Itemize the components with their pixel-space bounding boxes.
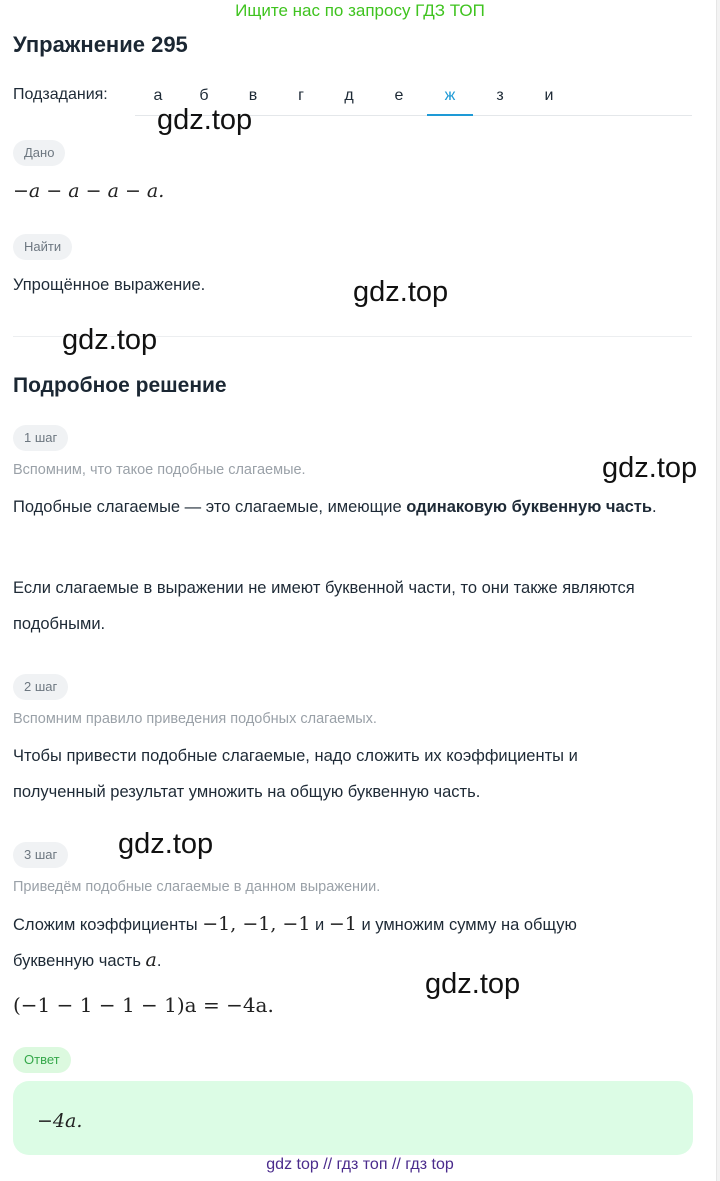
page-title: Упражнение 295 <box>13 32 188 57</box>
step-3-variable: a <box>145 949 157 971</box>
watermark: gdz.top <box>602 452 698 484</box>
given-expression: −a − a − a − a. <box>13 180 165 202</box>
step-3-hint: Приведём подобные слагаемые в данном выражении. <box>13 879 381 895</box>
step-1-hint: Вспомним, что такое подобные слагаемые. <box>13 462 306 478</box>
tab-d[interactable]: д <box>344 87 354 104</box>
footer-links[interactable]: gdz top // гдз топ // гдз top <box>266 1156 454 1173</box>
search-banner: Ищите нас по запросу ГДЗ ТОП <box>235 1 485 20</box>
tab-i[interactable]: и <box>544 87 554 104</box>
step-1-definition-prefix: Подобные слагаемые — это слагаемые, имеющие <box>13 498 407 516</box>
step-3-line2: буквенную часть <box>13 952 141 970</box>
watermark: gdz.top <box>62 324 158 356</box>
step-1-definition-bold: одинаковую буквенную часть <box>406 498 653 516</box>
step-1-definition <box>13 489 673 525</box>
tab-g[interactable]: г <box>298 87 304 104</box>
watermark: gdz.top <box>425 968 521 1000</box>
find-text: Упрощённое выражение. <box>13 276 206 294</box>
watermark: gdz.top <box>353 276 449 308</box>
given-chip: Дано <box>13 140 65 166</box>
find-chip: Найти <box>13 234 72 260</box>
watermark: gdz.top <box>118 828 214 860</box>
step-3-prefix: Сложим коэффициенты <box>13 916 198 934</box>
step-2-chip: 2 шаг <box>13 674 68 700</box>
tab-z[interactable]: з <box>496 87 504 104</box>
scrollbar[interactable] <box>716 0 720 1181</box>
step-2-rule: Чтобы привести подобные слагаемые, надо сложить их коэффициенты и полученный результат умножить на общую буквенную часть. <box>13 747 578 801</box>
answer-box <box>13 1081 693 1155</box>
step-3-coefficients: −1, −1, −1 <box>202 913 311 935</box>
tab-zh[interactable]: ж <box>427 76 473 116</box>
subtasks-label: Подзадания: <box>13 86 108 103</box>
step-2-hint: Вспомним правило приведения подобных слагаемых. <box>13 711 377 727</box>
step-3-mid: и умножим сумму на общую <box>361 916 577 934</box>
solution-title: Подробное решение <box>13 374 227 397</box>
step-3-last-coefficient: −1 <box>328 913 357 935</box>
tab-e[interactable]: е <box>394 87 404 104</box>
step-3-chip: 3 шаг <box>13 842 68 868</box>
step-1-note: Если слагаемые в выражении не имеют буквенной части, то они также являются подобными. <box>13 579 635 633</box>
step-3-text-line2 <box>13 942 161 979</box>
step-3-end: . <box>156 952 162 970</box>
tab-a[interactable]: а <box>153 87 163 104</box>
answer-value: −4a. <box>37 1110 83 1132</box>
watermark: gdz.top <box>157 104 253 136</box>
step-3-text-line1 <box>13 906 693 943</box>
step-1-definition-suffix: . <box>652 498 657 516</box>
tab-b[interactable]: б <box>199 87 209 104</box>
tab-v[interactable]: в <box>248 87 258 104</box>
step-3-and: и <box>315 916 325 934</box>
step-1-chip: 1 шаг <box>13 425 68 451</box>
answer-chip: Ответ <box>13 1047 71 1073</box>
step-3-formula: (−1 − 1 − 1 − 1)a = −4a. <box>13 993 274 1017</box>
